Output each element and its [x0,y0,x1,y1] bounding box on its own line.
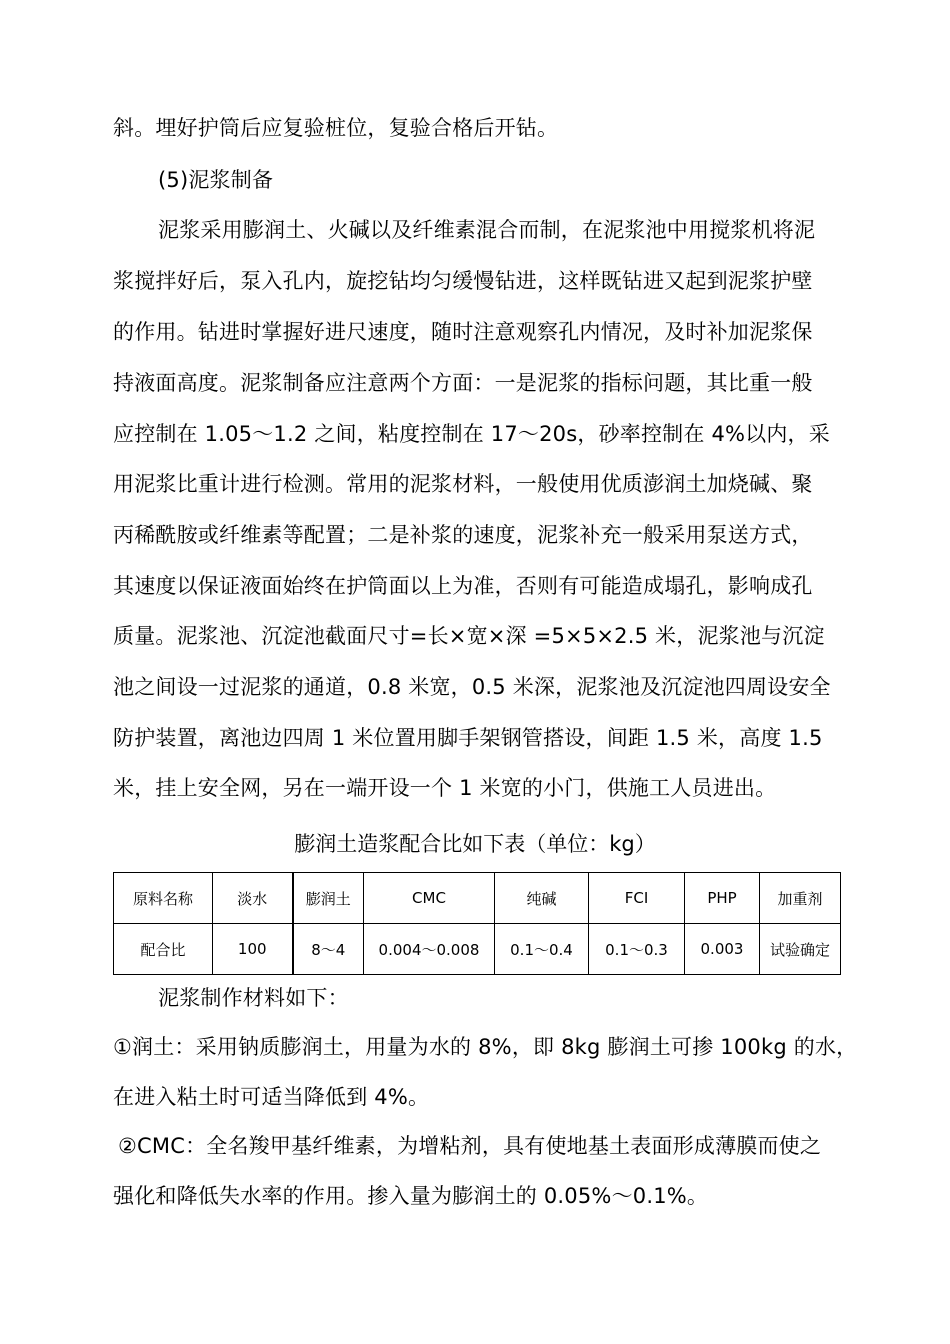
table-header-cell: PHP [685,873,760,924]
paragraph-line: 持液面高度。泥浆制备应注意两个方面：一是泥浆的指标问题，其比重一般 [113,371,813,395]
table-cell: 100 [213,924,293,975]
table-cell: 0.1～0.3 [589,924,685,975]
table-header-cell: 原料名称 [114,873,213,924]
table-row [114,924,841,975]
paragraph-line: 防护装置，离池边四周 1 米位置用脚手架钢管搭设，间距 1.5 米，高度 1.5 [113,726,823,750]
paragraph-line: 用泥浆比重计进行检测。常用的泥浆材料，一般使用优质澎润土加烧碱、聚 [113,472,813,496]
paragraph-line: ①润土：采用钠质膨润土，用量为水的 8%，即 8kg 膨润土可掺 100kg 的水， [113,1035,858,1059]
table-header-cell: 淡水 [213,873,293,924]
paragraph-line: 的作用。钻进时掌握好进尺速度，随时注意观察孔内情况，及时补加泥浆保 [113,320,813,344]
table-cell: 0.003 [685,924,760,975]
paragraph-line: 强化和降低失水率的作用。掺入量为膨润土的 0.05%～0.1%。 [113,1184,709,1208]
table-cell: 0.1～0.4 [495,924,589,975]
paragraph-line: 浆搅拌好后，泵入孔内，旋挖钻均匀缓慢钻进，这样既钻进又起到泥浆护壁 [113,269,813,293]
table-header-cell: 加重剂 [760,873,841,924]
paragraph-line: 泥浆采用膨润土、火碱以及纤维素混合而制，在泥浆池中用搅浆机将泥 [158,218,816,242]
table-header-row [114,873,841,924]
paragraph-line: ②CMC：全名羧甲基纤维素，为增粘剂，具有使地基土表面形成薄膜而使之 [118,1134,822,1158]
paragraph-line: 在进入粘土时可适当降低到 4%。 [113,1085,430,1109]
paragraph-line: 应控制在 1.05～1.2 之间，粘度控制在 17～20s，砂率控制在 4%以内，采 [113,422,830,446]
materials-heading: 泥浆制作材料如下： [158,986,349,1010]
table-cell: 配合比 [114,924,213,975]
paragraph-line: 质量。泥浆池、沉淀池截面尺寸=长×宽×深 =5×5×2.5 米，泥浆池与沉淀 [113,624,825,648]
table-header-cell: 纯碱 [495,873,589,924]
paragraph-line: 斜。埋好护筒后应复验桩位，复验合格后开钻。 [113,116,559,140]
table-header-cell: FCI [589,873,685,924]
table-header-cell: CMC [364,873,495,924]
table-cell: 0.004～0.008 [364,924,495,975]
mix-ratio-table [113,872,841,975]
paragraph-line: 其速度以保证液面始终在护筒面以上为准，否则有可能造成塌孔，影响成孔 [113,574,813,598]
paragraph-line: 米，挂上安全网，另在一端开设一个 1 米宽的小门，供施工人员进出。 [113,776,777,800]
paragraph-line: 池之间设一过泥浆的通道，0.8 米宽，0.5 米深，泥浆池及沉淀池四周设安全 [113,675,831,699]
table-header-cell: 膨润土 [293,873,364,924]
section-heading: (5)泥浆制备 [158,168,274,192]
paragraph-line: 丙稀酰胺或纤维素等配置；二是补浆的速度，泥浆补充一般采用泵送方式， [113,523,813,547]
table-cell: 试验确定 [760,924,841,975]
table-caption: 膨润土造浆配合比如下表（单位：kg） [294,832,656,856]
table-cell: 8～4 [293,924,364,975]
